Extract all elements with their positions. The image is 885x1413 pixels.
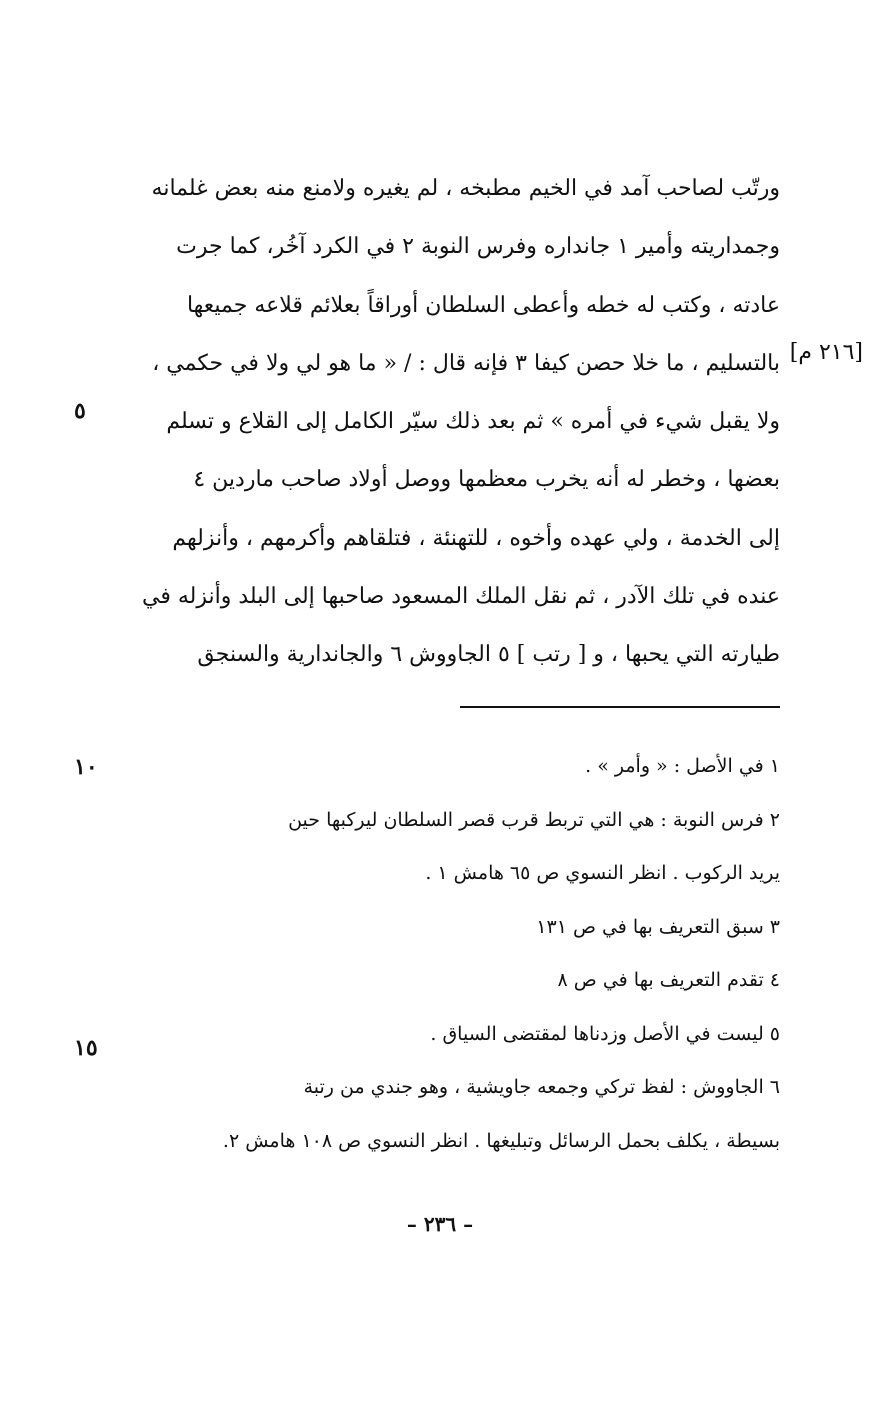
text-line-3: عادته ، وكتب له خطه وأعطى السلطان أوراقاً بعلائم قلاعه جميعها xyxy=(186,292,780,318)
text-line-7: إلى الخدمة ، ولي عهده وأخوه ، للتهنئة ، فتلقاهم وأكرمهم ، وأنزلهم xyxy=(172,525,780,551)
line-number-5: ٥ xyxy=(74,398,86,424)
line-number-15: ١٥ xyxy=(74,1035,98,1061)
text-line-6: بعضها ، وخطر له أنه يخرب معظمها ووصل أولاد صاحب ماردين ٤ xyxy=(193,467,780,493)
text-line-9: طيارته التي يحبها ، و [ رتب ] ٥ الجاووش ٦ والجاندارية والسنجق xyxy=(197,642,780,668)
footnote-5: ٥ ليست في الأصل وزدناها لمقتضى السياق . xyxy=(430,1022,780,1045)
text-line-4: بالتسليم ، ما خلا حصن كيفا ٣ فإنه قال : / « ما هو لي ولا في حكمي ، xyxy=(152,350,780,376)
footnote-1: ١ في الأصل : « وأمر » . xyxy=(585,755,780,777)
line-number-10: ١٠ xyxy=(74,754,98,780)
text-line-5: ولا يقبل شيء في أمره » ثم بعد ذلك سيّر الكامل إلى القلاع و تسلم xyxy=(166,409,780,435)
footnote-2-continued: يريد الركوب . انظر النسوي ص ٦٥ هامش ١ . xyxy=(425,862,780,884)
footnote-2: ٢ فرس النوبة : هي التي تربط قرب قصر السلطان ليركبها حين xyxy=(288,808,780,831)
text-line-2: وجمداريته وأمير ١ جانداره وفرس النوبة ٢ في الكرد آخُر، كما جرت xyxy=(176,234,780,260)
text-line-8: عنده في تلك الآدر ، ثم نقل الملك المسعود صاحبها إلى البلد وأنزله في xyxy=(142,584,780,610)
footnote-4: ٤ تقدم التعريف بها في ص ٨ xyxy=(557,969,780,991)
footnote-6: ٦ الجاووش : لفظ تركي وجمعه جاويشية ، وهو جندي من رتبة xyxy=(303,1076,780,1098)
footnote-separator-rule xyxy=(460,706,780,708)
manuscript-folio-reference: [٢١٦ م] xyxy=(789,340,863,365)
footnotes-block xyxy=(122,740,780,1168)
footnote-6-continued: بسيطة ، يكلف بحمل الرسائل وتبليغها . انظر النسوي ص ١٠٨ هامش ٢. xyxy=(222,1129,780,1152)
footnote-3: ٣ سبق التعريف بها في ص ١٣١ xyxy=(536,915,780,938)
main-text-block xyxy=(122,160,780,685)
page-number: – ٢٣٦ – xyxy=(406,1212,474,1236)
text-line-1: ورتّب لصاحب آمد في الخيم مطبخه ، لم يغيره ولامنع منه بعض غلمانه xyxy=(151,176,780,201)
